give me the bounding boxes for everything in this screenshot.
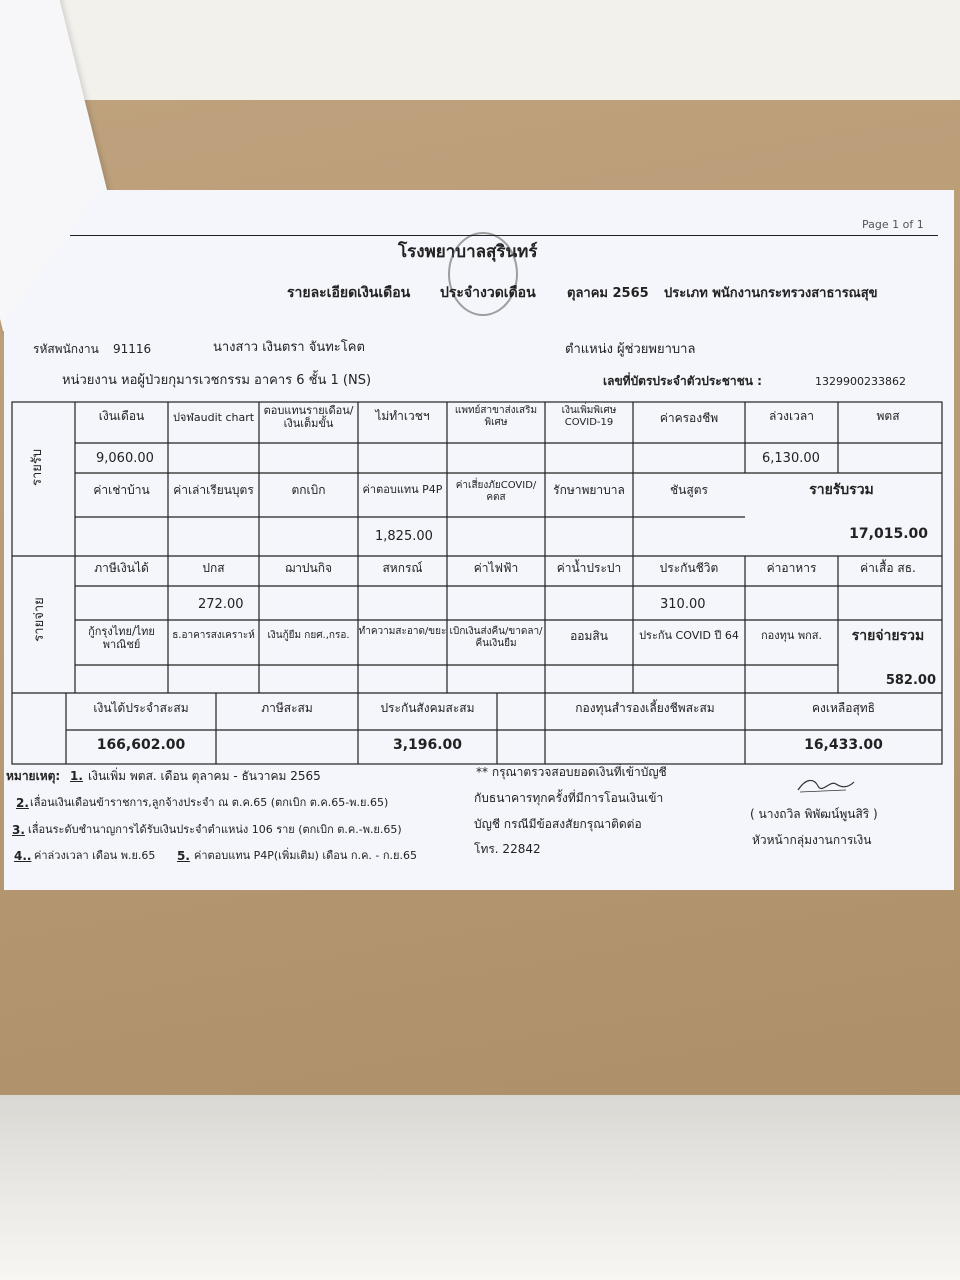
bank-notice: กับธนาคารทุกครั้งที่มีการโอนเงินเข้า: [474, 791, 664, 805]
note-text: เงินเพิ่ม พตส. เดือน ตุลาคม - ธันวาคม 2565: [88, 769, 321, 783]
employee-type: ประเภท พนักงานกระทรวงสาธารณสุข: [664, 286, 878, 301]
deduction-header: เบิกเงินส่งคืน/ขาดลา/คืนเงินยืม: [449, 626, 543, 649]
deduction-value: 272.00: [198, 597, 244, 612]
note-text: เลื่อนระดับชำนาญการได้รับเงินประจำตำแหน่ง 106 ราย (ตกเบิก ต.ค.-พ.ย.65): [28, 823, 402, 836]
pay-period: ตุลาคม 2565: [567, 286, 649, 301]
income-value: 9,060.00: [96, 451, 154, 466]
signatory-title: หัวหน้ากลุ่มงานการเงิน: [752, 833, 872, 847]
citizen-id-label: เลขที่บัตรประจำตัวประชาชน :: [603, 374, 762, 388]
notes-label: หมายเหตุ:: [6, 769, 61, 783]
income-total-label: รายรับรวม: [809, 482, 874, 498]
note-text: ค่าตอบแทน P4P(เพิ่มเติม) เดือน ก.ค. - ก.ย.65: [194, 849, 417, 862]
income-header: ชันสูตร: [670, 483, 708, 497]
income-header: พตส: [876, 409, 900, 423]
signatory-name: ( นางถวิล พิพัฒน์พูนสิริ ): [750, 807, 878, 821]
income-header: ตอบแทนรายเดือน/เงินเต็มขั้น: [263, 404, 354, 430]
note-text: เลื่อนเงินเดือนข้าราชการ,ลูกจ้างประจำ ณ ต.ค.65 (ตกเบิก ต.ค.65-พ.ย.65): [30, 796, 389, 809]
deduction-total: 582.00: [885, 673, 936, 688]
employee-id-label: รหัสพนักงาน: [33, 342, 99, 356]
deduction-header: กู้กรุงไทย/ไทยพาณิชย์: [88, 625, 155, 651]
slip-title: รายละเอียดเงินเดือน: [287, 285, 411, 301]
employee-name: นางสาว เงินตรา จันทะโคต: [213, 340, 365, 355]
deduction-header: ประกัน COVID ปี 64: [639, 629, 739, 642]
deduction-header: ธ.อาคารสงเคราะห์: [172, 630, 255, 641]
deduction-header: ทำความสะอาด/ขยะ: [358, 626, 447, 637]
income-header: ค่าเสี่ยงภัยCOVID/คตส: [455, 480, 537, 503]
deduction-header: ออมสิน: [570, 629, 608, 643]
deduction-header: ภาษีเงินได้: [94, 561, 149, 575]
signature-icon: [796, 774, 856, 794]
income-header: ตกเบิก: [291, 483, 326, 497]
note-number: 5.: [177, 849, 190, 863]
income-header: แพทย์สาขาส่งเสริมพิเศษ: [454, 405, 538, 428]
income-header: ค่าตอบแทน P4P: [362, 483, 443, 496]
deduction-section-label: รายจ่าย: [31, 597, 47, 642]
deduction-header: ฌาปนกิจ: [284, 561, 333, 575]
summary-value: 166,602.00: [96, 737, 186, 753]
page-indicator: Page 1 of 1: [862, 218, 924, 231]
deduction-header: ค่าไฟฟ้า: [473, 561, 519, 575]
income-value: 6,130.00: [762, 451, 820, 466]
deduction-header: ค่าอาหาร: [766, 561, 817, 575]
income-header: ค่าเช่าบ้าน: [93, 483, 150, 497]
bank-notice: ** กรุณาตรวจสอบยอดเงินที่เข้าบัญชี: [476, 765, 667, 779]
income-header: ค่าเล่าเรียนบุตร: [173, 483, 254, 497]
deduction-header: ค่าน้ำประปา: [556, 561, 622, 575]
bank-notice: โทร. 22842: [474, 842, 541, 856]
deduction-header: เงินกู้ยืม กยศ.,กรอ.: [267, 630, 350, 641]
summary-header: คงเหลือสุทธิ: [811, 701, 876, 715]
income-header: ไม่ทำเวชฯ: [375, 409, 430, 423]
deduction-header: ประกันชีวิต: [659, 561, 719, 575]
income-header: เงินเดือน: [98, 409, 145, 423]
summary-header: กองทุนสำรองเลี้ยงชีพสะสม: [575, 701, 715, 715]
employee-unit: หน่วยงาน หอผู้ป่วยกุมารเวชกรรม อาคาร 6 ชั้น 1 (NS): [62, 373, 372, 388]
note-number: 1.: [70, 769, 83, 783]
bank-notice: บัญชี กรณีมีข้อสงสัยกรุณาติดต่อ: [474, 817, 642, 831]
income-section-label: รายรับ: [30, 448, 46, 487]
income-header: เงินเพิ่มพิเศษ COVID-19: [561, 405, 617, 428]
citizen-id: 1329900233862: [815, 375, 906, 388]
employee-position: ตำแหน่ง ผู้ช่วยพยาบาล: [565, 342, 696, 357]
income-header: ค่าครองชีพ: [659, 411, 719, 425]
deduction-total-label: รายจ่ายรวม: [851, 628, 925, 644]
income-value: 1,825.00: [375, 529, 433, 544]
note-number: 3.: [12, 823, 25, 837]
income-header: ล่วงเวลา: [769, 409, 814, 423]
note-number: 2.: [16, 796, 29, 810]
note-text: ค่าล่วงเวลา เดือน พ.ย.65: [34, 849, 156, 862]
employee-id: 91116: [113, 342, 152, 356]
income-total: 17,015.00: [849, 526, 928, 542]
summary-header: เงินได้ประจำสะสม: [93, 701, 189, 715]
deduction-header: ค่าเสื้อ สธ.: [860, 561, 916, 575]
income-header: รักษาพยาบาล: [553, 483, 625, 497]
summary-header: ภาษีสะสม: [261, 701, 313, 715]
summary-value: 3,196.00: [392, 737, 463, 753]
period-label: ประจำงวดเดือน: [440, 285, 536, 301]
deduction-header: กองทุน พกส.: [760, 629, 823, 642]
net-pay: 16,433.00: [804, 737, 883, 753]
hospital-name: โรงพยาบาลสุรินทร์: [398, 242, 538, 262]
income-header: ปจฬaudit chart: [172, 411, 255, 424]
note-number: 4..: [14, 849, 32, 863]
deduction-value: 310.00: [660, 597, 706, 612]
deduction-header: สหกรณ์: [382, 561, 423, 575]
summary-header: ประกันสังคมสะสม: [380, 701, 475, 715]
deduction-header: ปกส: [202, 561, 225, 575]
